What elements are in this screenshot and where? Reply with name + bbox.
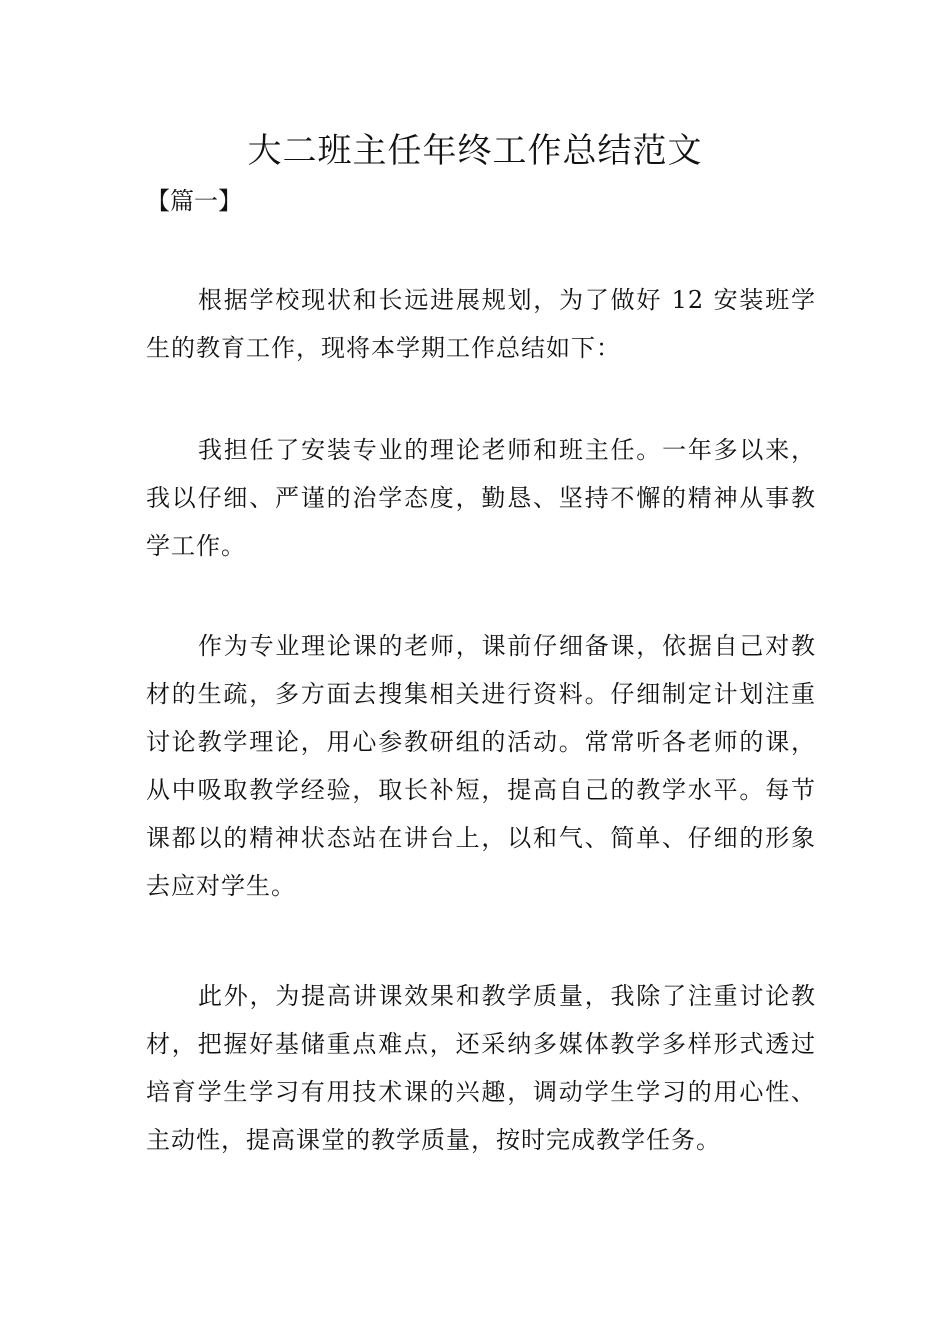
paragraph-1: 根据学校现状和长远进展规划，为了做好 12 安装班学生的教育工作，现将本学期工作总结如下： xyxy=(146,286,816,362)
paragraph-3: 作为专业理论课的老师，课前仔细备课，依据自己对教材的生疏，多方面去搜集相关进行资料。仔细制定计划注重讨论教学理论，用心参教研组的活动。常常听各老师的课，从中吸取教学经验，取长补短，提高自己的教学水平。每节课都以的精神状态站在讲台上，以和气、简单、仔细的形象去应对学生。 xyxy=(146,632,816,900)
paragraph-2: 我担任了安装专业的理论老师和班主任。一年多以来，我以仔细、严谨的治学态度，勤恳、坚持不懈的精神从事教学工作。 xyxy=(146,436,816,560)
paragraph-4: 此外，为提高讲课效果和教学质量，我除了注重讨论教材，把握好基储重点难点，还采纳多媒体教学多样形式透过培育学生学习有用技术课的兴趣，调动学生学习的用心性、主动性，提高课堂的教学质量，按时完成教学任务。 xyxy=(146,982,816,1154)
document-title: 大二班主任年终工作总结范文 xyxy=(247,131,703,171)
section-label: 【篇一】 xyxy=(146,187,242,215)
